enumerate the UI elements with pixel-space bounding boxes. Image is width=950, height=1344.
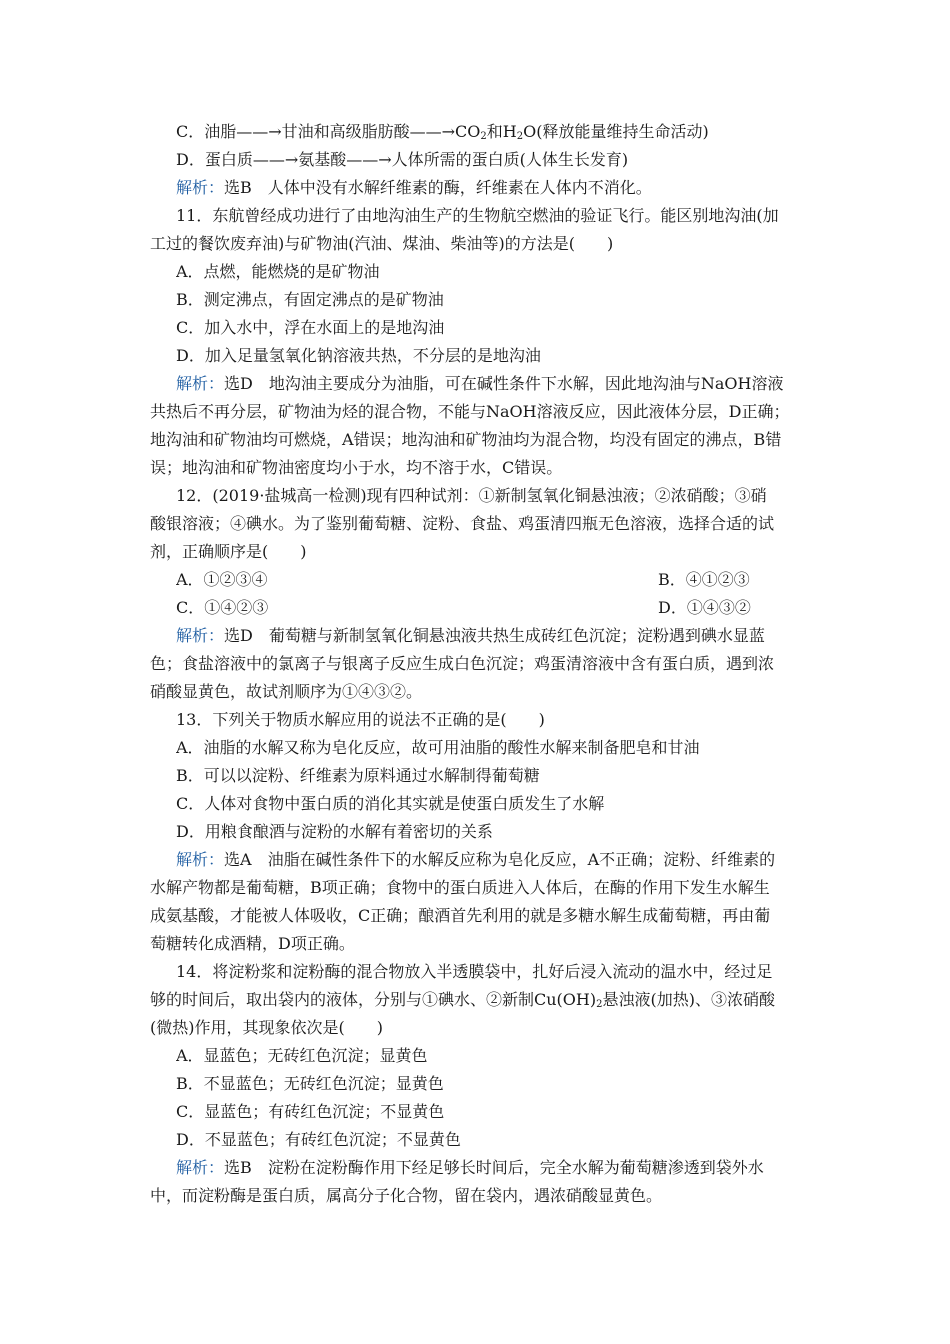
q11-explanation-cont: 误；地沟油和矿物油密度均小于水，均不溶于水，C错误。: [150, 458, 563, 477]
q14-option-c: C．显蓝色；有砖红色沉淀；不显黄色: [176, 1102, 445, 1121]
q12-option-c: C．①④②③: [176, 598, 269, 617]
q14-option-a: A．显蓝色；无砖红色沉淀；显黄色: [176, 1046, 428, 1065]
q14-option-b: B．不显蓝色；无砖红色沉淀；显黄色: [176, 1074, 444, 1093]
q14-explanation: 解析：选B 淀粉在淀粉酶作用下经足够长时间后，完全水解为葡萄糖渗透到袋外水: [176, 1158, 764, 1177]
q14-stem-cont: 够的时间后，取出袋内的液体，分别与①碘水、②新制$Cu(OH)_2$悬浊液(加热)、③浓硝酸: [150, 990, 775, 1010]
q14-stem: 14．将淀粉浆和淀粉酶的混合物放入半透膜袋中，扎好后浸入流动的温水中，经过足: [176, 962, 773, 981]
q13-stem: 13．下列关于物质水解应用的说法不正确的是( ): [176, 710, 545, 729]
q14-explanation-cont: 中，而淀粉酶是蛋白质，属高分子化合物，留在袋内，遇浓硝酸显黄色。: [150, 1186, 663, 1205]
q11-explanation-cont: 地沟油和矿物油均可燃烧，A错误；地沟油和矿物油均为混合物，均没有固定的沸点，B错: [150, 430, 782, 449]
q11-stem: 11．东航曾经成功进行了由地沟油生产的生物航空燃油的验证飞行。能区别地沟油(加: [176, 206, 779, 225]
q13-option-c: C．人体对食物中蛋白质的消化其实就是使蛋白质发生了水解: [176, 794, 605, 813]
q13-option-d: D．用粮食酿酒与淀粉的水解有着密切的关系: [176, 822, 493, 841]
q13-explanation-cont: 成氨基酸，才能被人体吸收，C正确；酿酒首先利用的就是多糖水解生成葡萄糖，再由葡: [150, 906, 771, 925]
q10-explanation: 解析：选B 人体中没有水解纤维素的酶，纤维素在人体内不消化。: [176, 178, 652, 197]
q12-stem: 12．(2019·盐城高一检测)现有四种试剂：①新制氢氧化铜悬浊液；②浓硝酸；③硝: [176, 486, 767, 505]
q14-stem-cont: (微热)作用，其现象依次是( ): [150, 1018, 383, 1037]
q11-explanation-cont: 共热后不再分层，矿物油为烃的混合物，不能与NaOH溶液反应，因此液体分层，D正确；: [150, 402, 790, 421]
q13-explanation-cont: 萄糖转化成酒精，D项正确。: [150, 934, 355, 953]
q12-options-row1: [176, 570, 836, 590]
q11-option-c: C．加入水中，浮在水面上的是地沟油: [176, 318, 445, 337]
q11-stem-cont: 工过的餐饮废弃油)与矿物油(汽油、煤油、柴油等)的方法是( ): [150, 234, 614, 253]
q12-option-b: B．④①②③: [658, 570, 750, 589]
q11-option-b: B．测定沸点，有固定沸点的是矿物油: [176, 290, 444, 309]
q13-explanation: 解析：选A 油脂在碱性条件下的水解反应称为皂化反应，A不正确；淀粉、纤维素的: [176, 850, 776, 869]
q12-stem-cont: 剂，正确顺序是( ): [150, 542, 307, 561]
q12-option-d: D．①④③②: [658, 598, 751, 617]
q14-option-d: D．不显蓝色；有砖红色沉淀；不显黄色: [176, 1130, 461, 1149]
q12-explanation: 解析：选D 葡萄糖与新制氢氧化铜悬浊液共热生成砖红色沉淀；淀粉遇到碘水显蓝: [176, 626, 765, 645]
q11-option-d: D．加入足量氢氧化钠溶液共热，不分层的是地沟油: [176, 346, 541, 365]
q11-explanation: 解析：选D 地沟油主要成分为油脂，可在碱性条件下水解，因此地沟油与NaOH溶液: [176, 374, 784, 393]
q10-option-c: C．油脂——→甘油和高级脂肪酸$——\to CO_2$和$H_2O$(释放能量维持生命活动): [176, 122, 709, 142]
q12-stem-cont: 酸银溶液；④碘水。为了鉴别葡萄糖、淀粉、食盐、鸡蛋清四瓶无色溶液，选择合适的试: [150, 514, 775, 533]
q12-explanation-cont: 硝酸显黄色，故试剂顺序为①④③②。: [150, 682, 423, 701]
q12-options-row2: [176, 598, 836, 618]
q12-explanation-cont: 色；食盐溶液中的氯离子与银离子反应生成白色沉淀；鸡蛋清溶液中含有蛋白质，遇到浓: [150, 654, 775, 673]
q11-option-a: A．点燃，能燃烧的是矿物油: [176, 262, 380, 281]
q12-option-a: A．①②③④: [176, 570, 268, 589]
q13-option-b: B．可以以淀粉、纤维素为原料通过水解制得葡萄糖: [176, 766, 540, 785]
q13-explanation-cont: 水解产物都是葡萄糖，B项正确；食物中的蛋白质进入人体后，在酶的作用下发生水解生: [150, 878, 770, 897]
q13-option-a: A．油脂的水解又称为皂化反应，故可用油脂的酸性水解来制备肥皂和甘油: [176, 738, 700, 757]
q10-option-d: D．蛋白质——→氨基酸——→人体所需的蛋白质(人体生长发育): [176, 150, 629, 169]
